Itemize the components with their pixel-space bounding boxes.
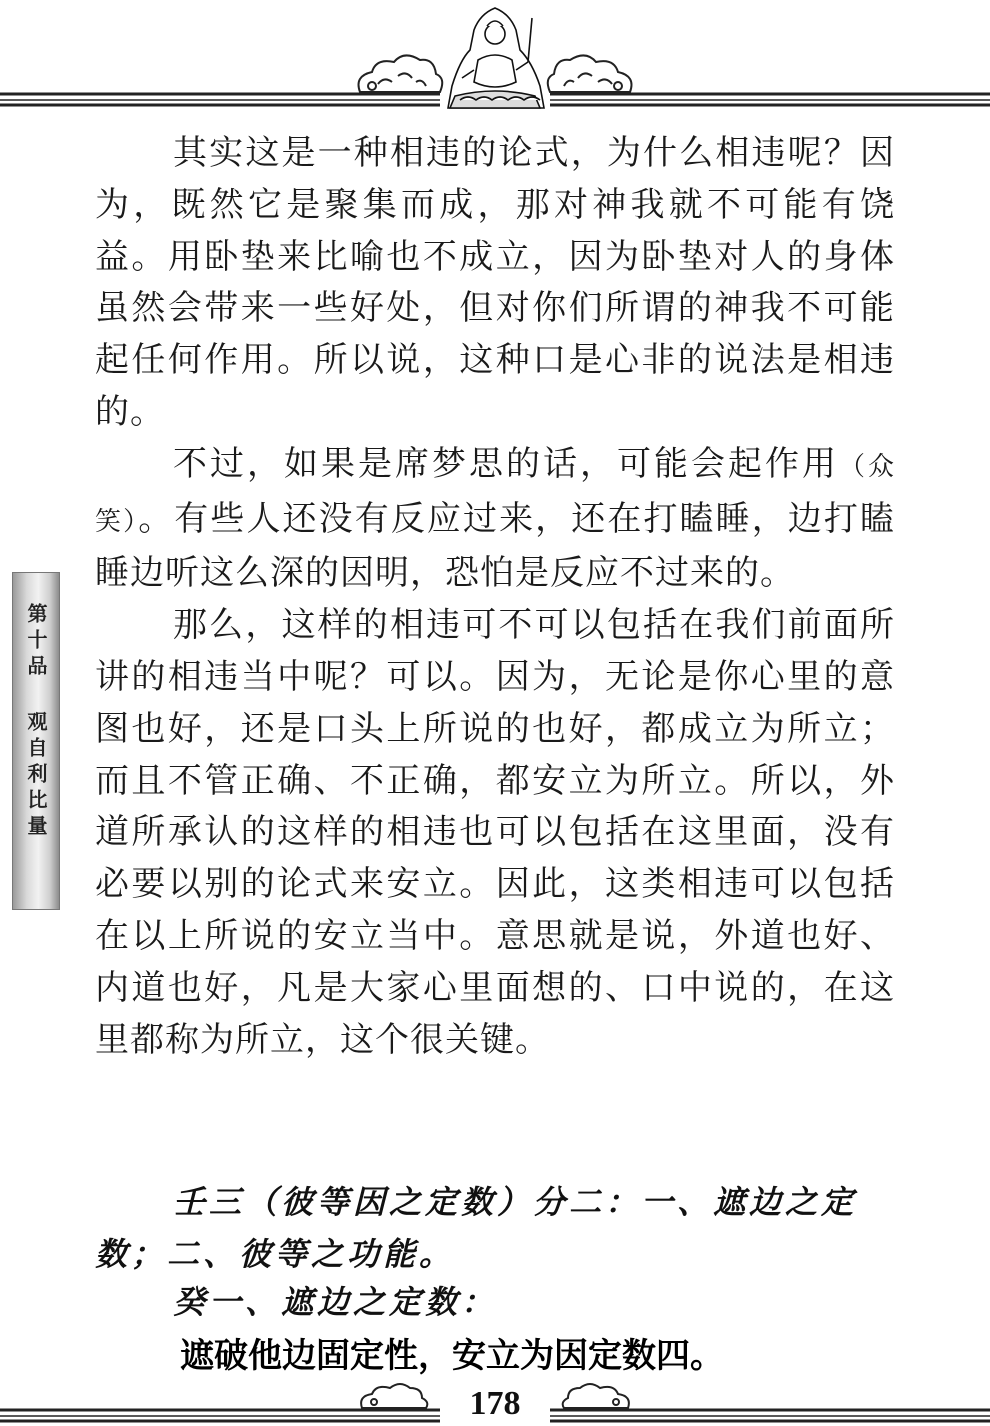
paragraph-3: 那么，这样的相违可不可以包括在我们前面所讲的相违当中呢？可以。因为，无论是你心里的意图也好，还是口头上所说的也好，都成立为所立；而且不管正确、不正确，都安立为所立。所以，外道所承认的这样的相违也可以包括在这里面，没有必要以别的论式来安立。因此，这类相违可以包括在以上所说的安立当中。意思就是说，外道也好、内道也好，凡是大家心里面想的、口中说的，在这里都称为所立，这个很关键。 <box>95 605 895 1060</box>
cloud-scroll-icon <box>548 55 632 92</box>
cloud-scroll-icon <box>359 55 443 92</box>
page-header <box>0 0 990 120</box>
padmasambhava-figure-icon <box>448 8 544 108</box>
paragraph-2-main: 不过，如果是席梦思的话，可能会起作用 <box>173 443 839 484</box>
cloud-scroll-icon <box>563 1384 629 1408</box>
paragraph-2-rest: 。有些人还没有反应过来，还在打瞌睡，边打瞌睡边听这么深的因明，恐怕是反应不过来的。 <box>95 498 895 594</box>
chapter-side-tab <box>12 572 60 910</box>
root-verse: 遮破他边固定性，安立为因定数四。 <box>180 1336 724 1376</box>
paragraph-1: 其实这是一种相违的论式，为什么相违呢？因为，既然它是聚集而成，那对神我就不可能有饶益。用卧垫来比喻也不成立，因为卧垫对人的身体虽然会带来一些好处，但对你们所谓的神我不可能起任何作用。所以说，这种口是心非的说法是相违的。 <box>95 133 895 432</box>
page-number: 178 <box>445 1384 545 1424</box>
header-rules <box>0 0 990 120</box>
outline-heading-1: 壬三（彼等因之定数）分二：一、遮边之定数；二、彼等之功能。 <box>95 1183 858 1273</box>
paragraph-2 <box>95 439 895 600</box>
outline-heading-2: 癸一、遮边之定数： <box>173 1283 498 1321</box>
cloud-scroll-icon <box>361 1384 427 1408</box>
main-text <box>95 128 895 1066</box>
paragraph-2-note: （众笑） <box>95 451 895 537</box>
chapter-title: 第十品 观自利比量 <box>24 603 48 841</box>
